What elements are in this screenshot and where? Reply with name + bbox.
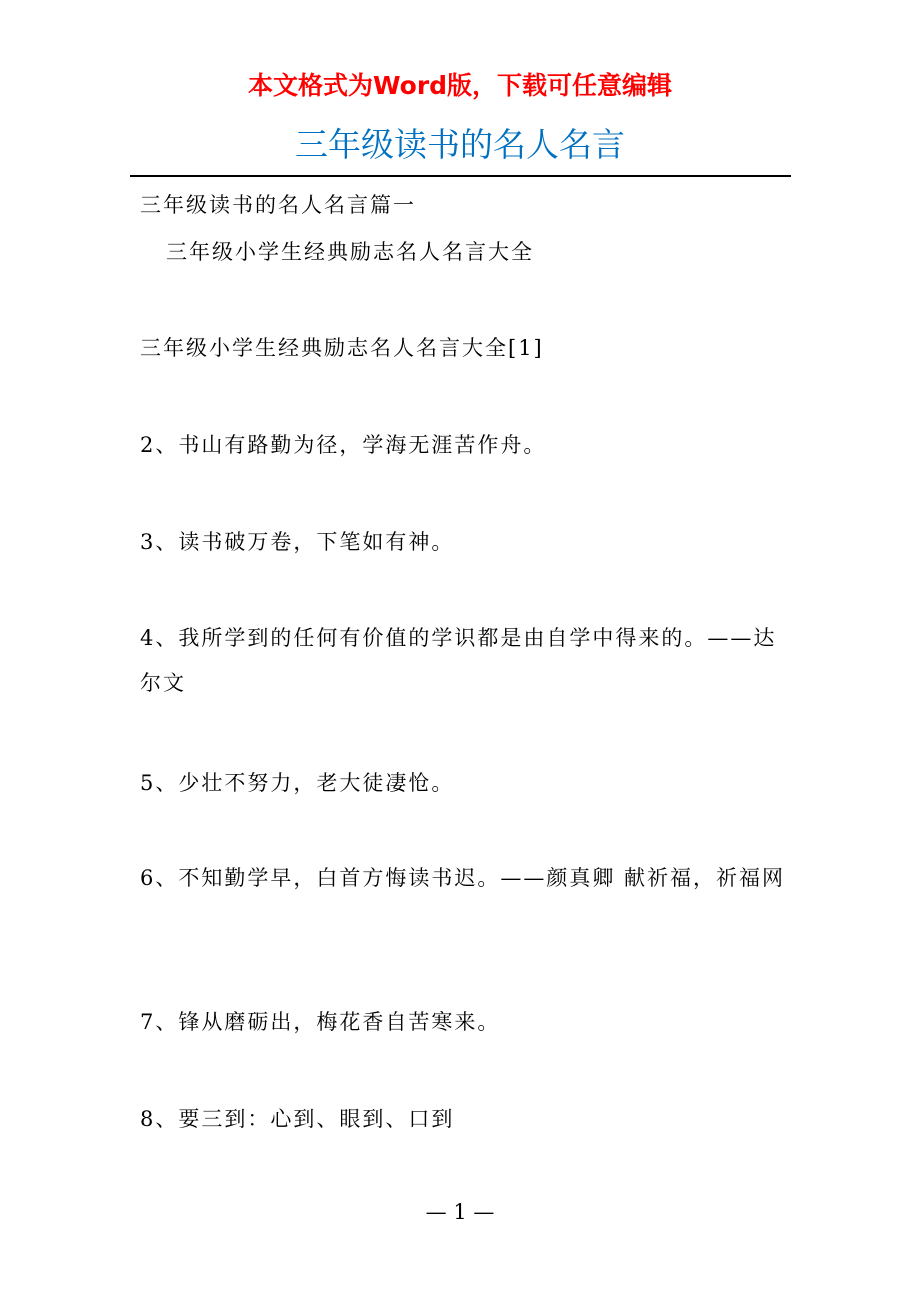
quote-item-3: 3、读书破万卷，下笔如有神。 xyxy=(140,530,455,554)
quote-item-2: 2、书山有路勤为径，学海无涯苦作舟。 xyxy=(140,433,547,457)
section-heading: 三年级读书的名人名言篇一 xyxy=(140,193,416,217)
subheading: 三年级小学生经典励志名人名言大全 xyxy=(166,240,534,264)
quote-item-6: 6、不知勤学早，白首方悔读书迟。——颜真卿 献祈福，祈福网 xyxy=(140,866,786,890)
format-notice-banner: 本文格式为Word版，下载可任意编辑 xyxy=(247,71,673,100)
page-number: — 1 — xyxy=(425,1200,495,1224)
document-title: 三年级读书的名人名言 xyxy=(295,125,625,164)
quote-item-4: 4、我所学到的任何有价值的学识都是由自学中得来的。——达尔文 xyxy=(140,626,777,695)
heading-reference: 三年级小学生经典励志名人名言大全[1] xyxy=(140,336,544,360)
quote-item-7: 7、锋从磨砺出，梅花香自苦寒来。 xyxy=(140,1010,501,1034)
title-divider xyxy=(130,175,791,177)
quote-item-5: 5、少壮不努力，老大徒凄怆。 xyxy=(140,771,455,795)
quote-item-8: 8、要三到：心到、眼到、口到 xyxy=(140,1107,455,1131)
